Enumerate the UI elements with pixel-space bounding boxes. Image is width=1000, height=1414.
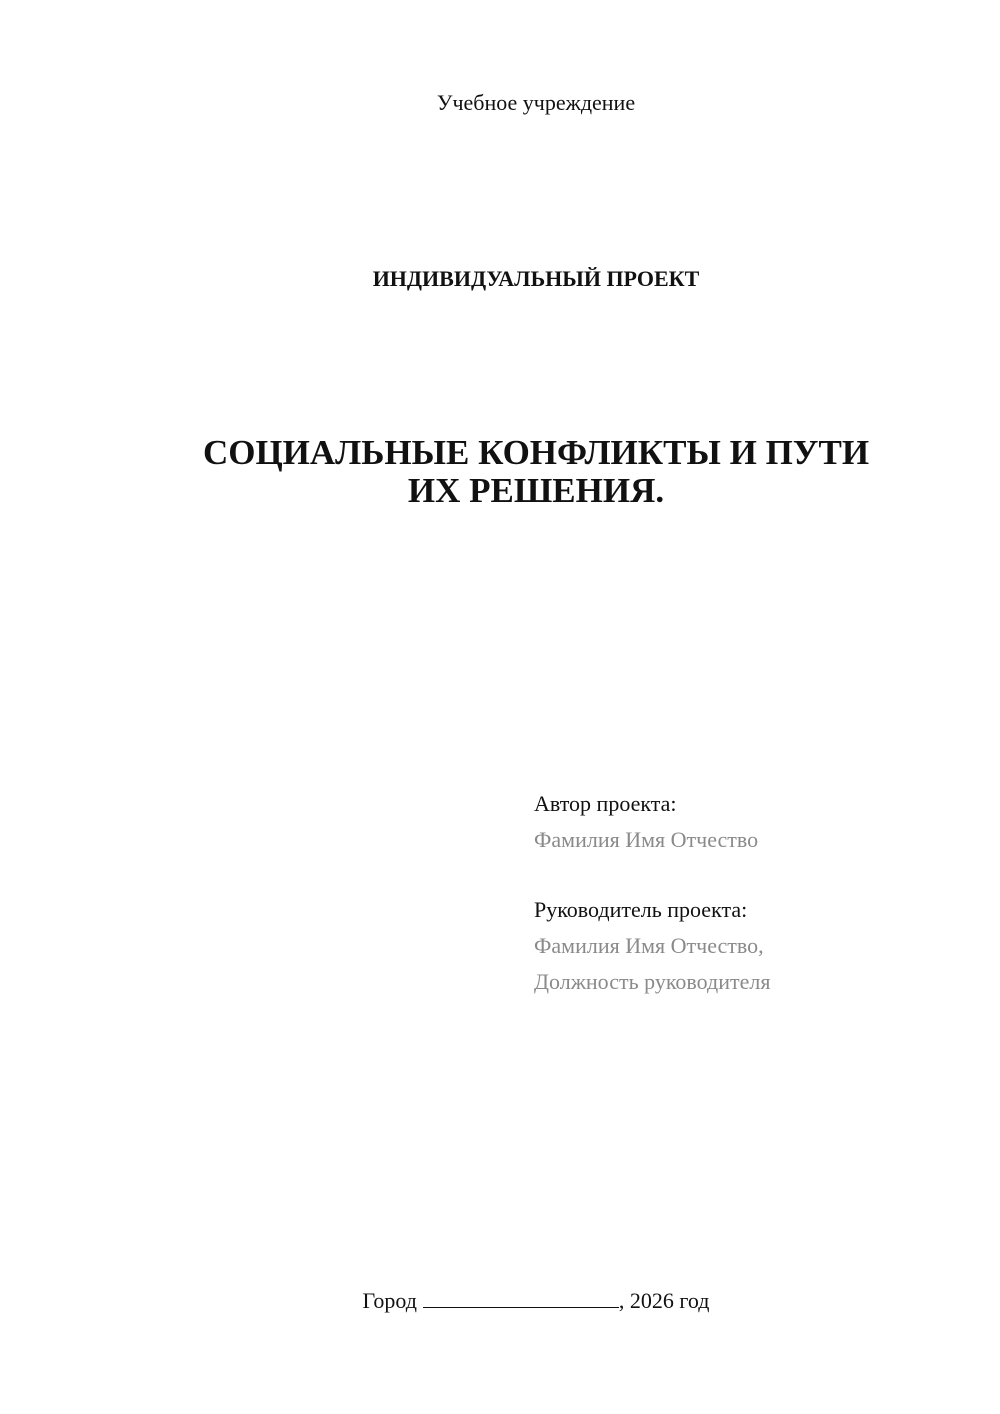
supervisor-block [534, 892, 770, 1000]
author-name: Фамилия Имя Отчество [534, 827, 759, 852]
document-type: ИНДИВИДУАЛЬНЫЙ ПРОЕКТ [372, 266, 700, 291]
year-text: , 2026 год [618, 1288, 710, 1313]
project-title-line-1: СОЦИАЛЬНЫЕ КОНФЛИКТЫ И ПУТИ [202, 433, 870, 472]
city-label: Город [362, 1288, 417, 1313]
institution-name: Учебное учреждение [436, 90, 636, 115]
project-title [0, 434, 1000, 510]
city-blank-line [423, 1289, 619, 1308]
supervisor-label: Руководитель проекта: [534, 897, 748, 922]
footer-city-year [0, 1288, 1000, 1314]
supervisor-position: Должность руководителя [534, 969, 771, 994]
author-block [534, 786, 758, 858]
project-title-line-2: ИХ РЕШЕНИЯ. [407, 471, 665, 510]
supervisor-name: Фамилия Имя Отчество, [534, 933, 764, 958]
author-label: Автор проекта: [534, 791, 677, 816]
